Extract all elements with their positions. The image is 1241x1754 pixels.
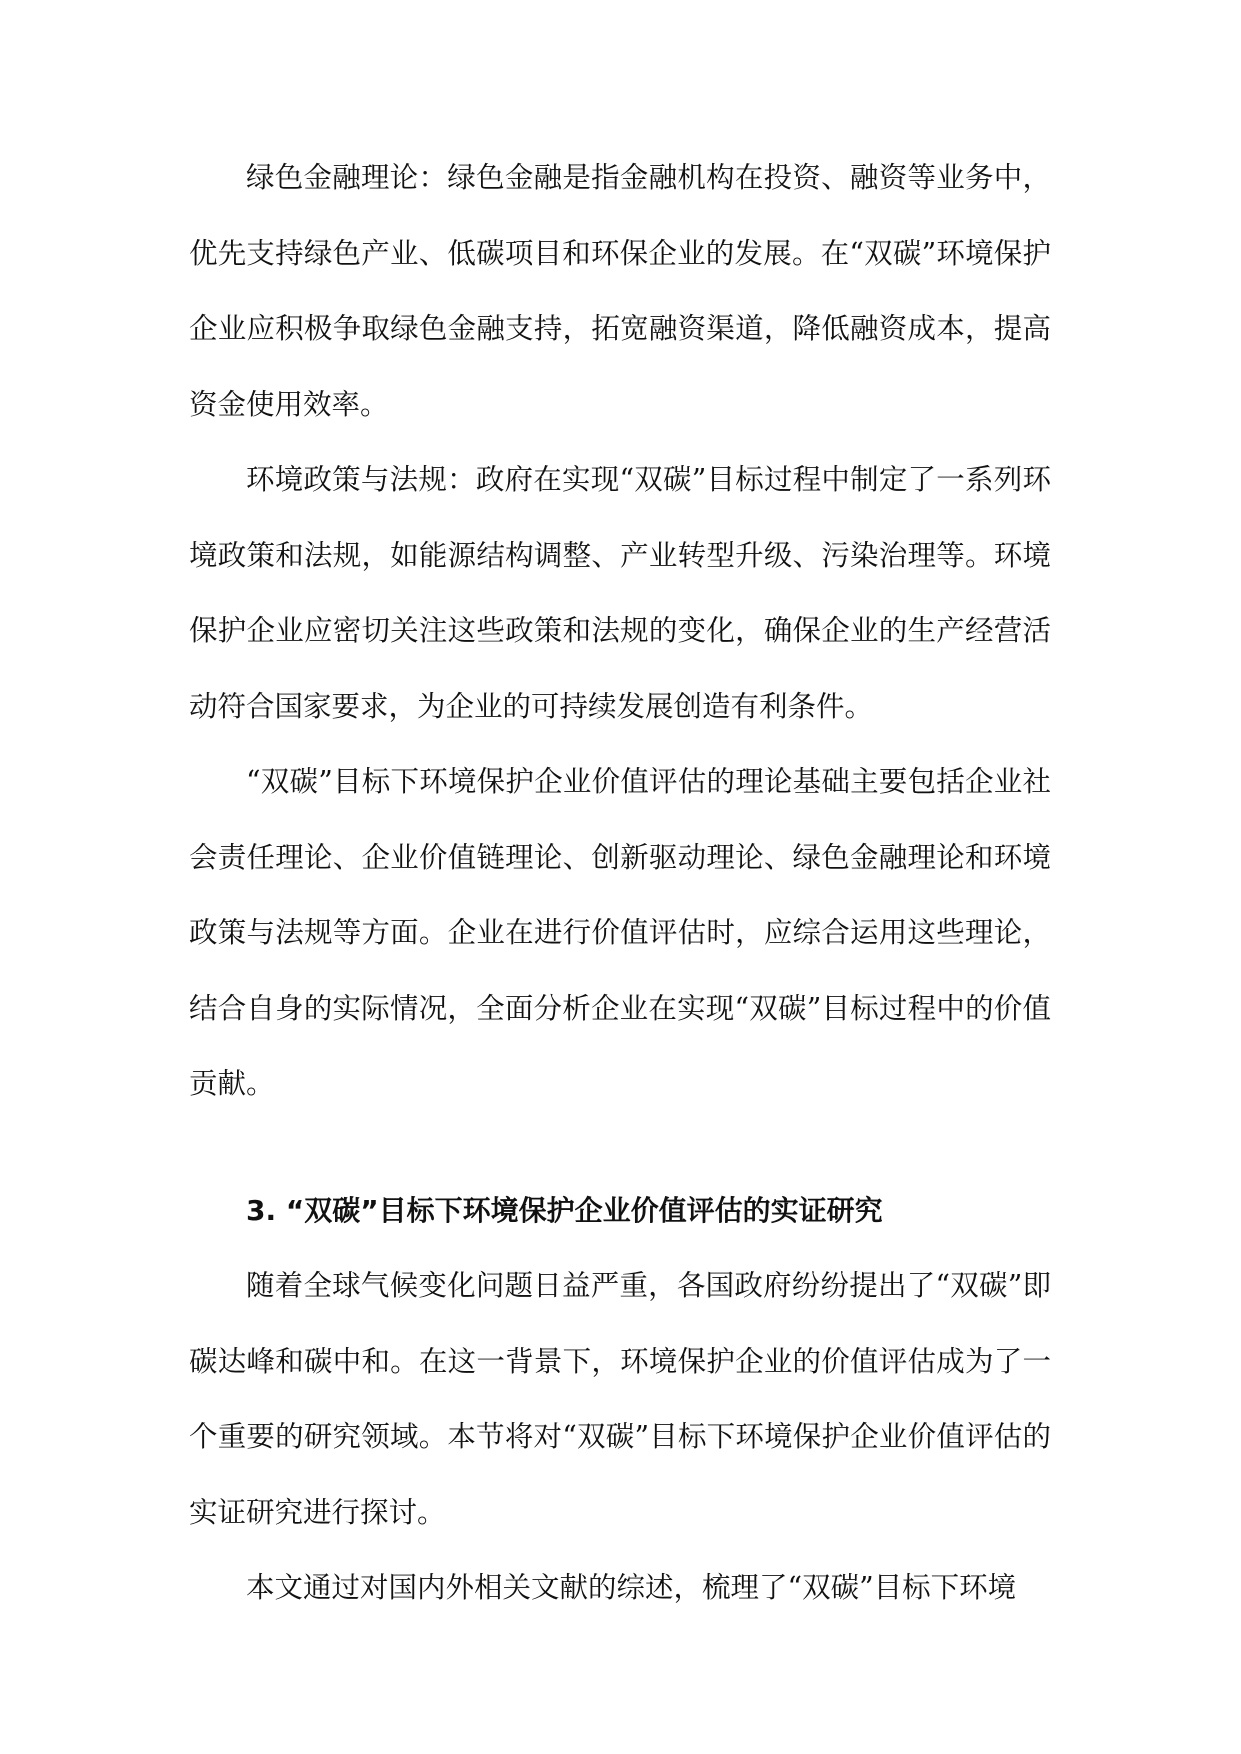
paragraph-research-background: 随着全球气候变化问题日益严重，各国政府纷纷提出了“双碳”即碳达峰和碳中和。在这一背景下，环境保护企业的价值评估成为了一个重要的研究领域。本节将对“双碳”目标下环境保护企业价值评估的实证研究进行探讨。 — [189, 1269, 1051, 1529]
document-body — [189, 140, 1051, 1626]
paragraph-environmental-policy: 环境政策与法规：政府在实现“双碳”目标过程中制定了一系列环境政策和法规，如能源结构调整、产业转型升级、污染治理等。环境保护企业应密切关注这些政策和法规的变化，确保企业的生产经营活动符合国家要求，为企业的可持续发展创造有利条件。 — [189, 463, 1051, 723]
paragraph-theory-summary: “双碳”目标下环境保护企业价值评估的理论基础主要包括企业社会责任理论、企业价值链理论、创新驱动理论、绿色金融理论和环境政策与法规等方面。企业在进行价值评估时，应综合运用这些理论，结合自身的实际情况，全面分析企业在实现“双碳”目标过程中的价值贡献。 — [189, 765, 1051, 1100]
paragraph-green-finance-theory: 绿色金融理论：绿色金融是指金融机构在投资、融资等业务中，优先支持绿色产业、低碳项目和环保企业的发展。在“双碳”环境保护企业应积极争取绿色金融支持，拓宽融资渠道，降低融资成本，提高资金使用效率。 — [189, 161, 1051, 421]
paragraph-literature-review: 本文通过对国内外相关文献的综述，梳理了“双碳”目标下环境 — [246, 1571, 1017, 1604]
section-heading: 3. “双碳”目标下环境保护企业价值评估的实证研究 — [246, 1193, 883, 1227]
